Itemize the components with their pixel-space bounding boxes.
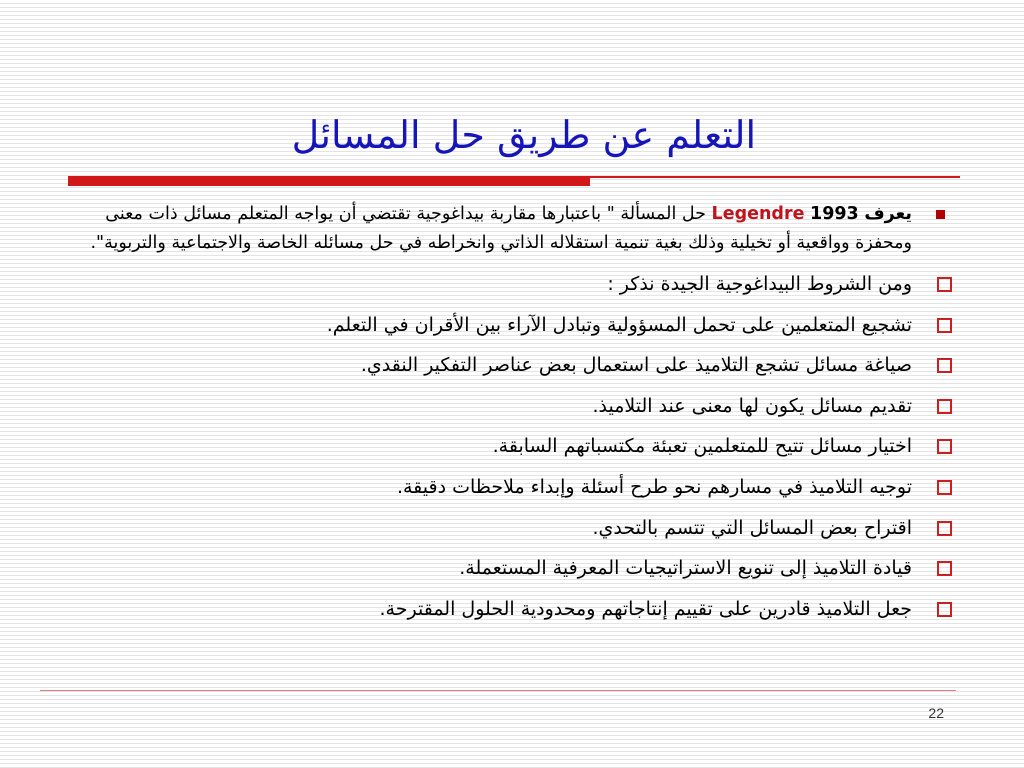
conditions-list <box>60 264 912 629</box>
checkbox-bullet-icon <box>937 358 952 373</box>
intro-text: حل المسألة " باعتبارها مقاربة بيداغوجية تقتضي أن يواجه المتعلم مسائل ذات معنى ومحفزة وواقعية أو تخيلية وذلك بغية تنمية استقلاله الذاتي وانخراطه في حل مسائله الخاصة والاجتماعية والتربوية". <box>90 204 912 253</box>
intro-author: Legendre <box>711 204 805 224</box>
list-item <box>60 508 912 549</box>
list-item-text: تشجيع المتعلمين على تحمل المسؤولية وتبادل الآراء بين الأقران في التعلم. <box>326 313 912 336</box>
list-item <box>60 264 912 305</box>
slide-content <box>60 200 912 629</box>
checkbox-bullet-icon <box>937 480 952 495</box>
checkbox-bullet-icon <box>937 399 952 414</box>
list-item-text: توجيه التلاميذ في مسارهم نحو طرح أسئلة وإبداء ملاحظات دقيقة. <box>396 475 912 498</box>
list-item-text: اختيار مسائل تتيح للمتعلمين تعبئة مكتسباتهم السابقة. <box>492 435 912 458</box>
checkbox-bullet-icon <box>937 277 952 292</box>
slide-title: التعلم عن طريق حل المسائل <box>291 113 756 157</box>
title-accent-bar <box>68 176 590 186</box>
checkbox-bullet-icon <box>937 561 952 576</box>
list-item <box>60 345 912 386</box>
list-item <box>60 305 912 346</box>
checkbox-bullet-icon <box>937 602 952 617</box>
intro-verb: يعرف <box>864 204 912 224</box>
list-item-text: جعل التلاميذ قادرين على تقييم إنتاجاتهم ومحدودية الحلول المقترحة. <box>379 597 912 620</box>
footer-divider <box>40 690 956 691</box>
list-item-text: صياغة مسائل تشجع التلاميذ على استعمال بعض عناصر التفكير النقدي. <box>360 354 912 377</box>
list-item <box>60 548 912 589</box>
checkbox-bullet-icon <box>937 521 952 536</box>
page-number: 22 <box>928 705 944 721</box>
checkbox-bullet-icon <box>937 318 952 333</box>
list-item-text: قيادة التلاميذ إلى تنويع الاستراتيجيات المعرفية المستعملة. <box>459 557 912 580</box>
list-item <box>60 589 912 630</box>
intro-paragraph <box>60 200 912 258</box>
list-item-text: تقديم مسائل يكون لها معنى عند التلاميذ. <box>592 394 912 417</box>
intro-year: 1993 <box>810 204 859 224</box>
list-item <box>60 386 912 427</box>
checkbox-bullet-icon <box>937 439 952 454</box>
square-bullet-icon <box>936 210 945 219</box>
list-item-text: ومن الشروط البيداغوجية الجيدة نذكر : <box>607 273 912 295</box>
list-item-text: اقتراح بعض المسائل التي تتسم بالتحدي. <box>592 516 912 539</box>
list-item <box>60 426 912 467</box>
title-accent-line <box>590 176 960 178</box>
list-item <box>60 467 912 508</box>
